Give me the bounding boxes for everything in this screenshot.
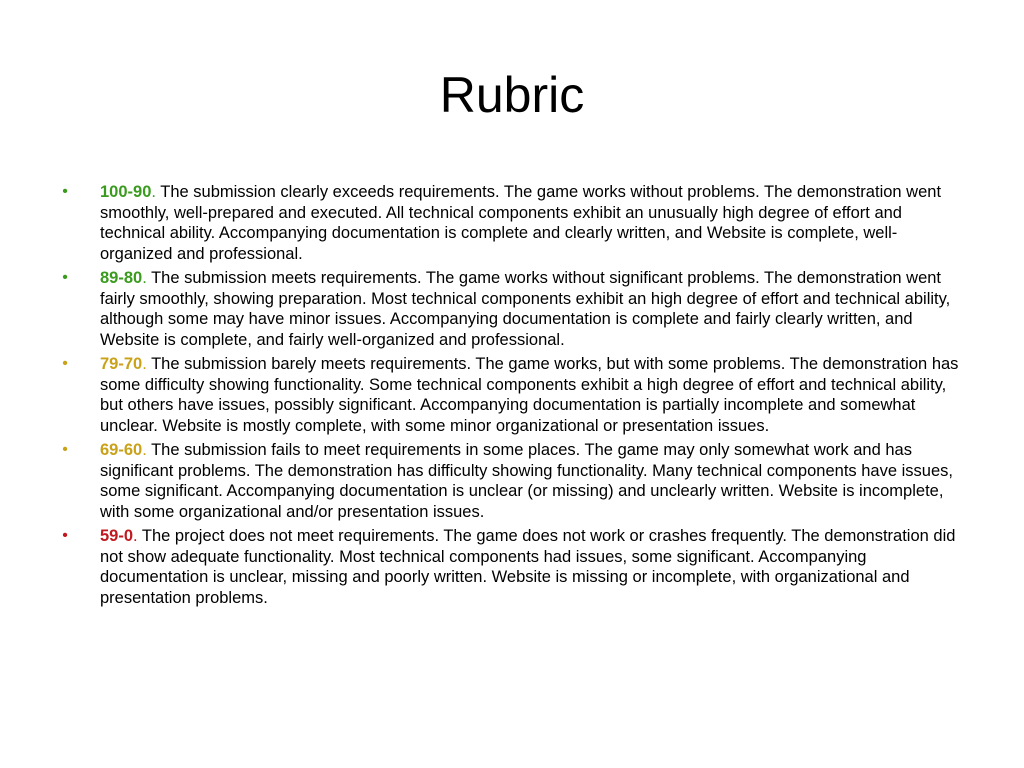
rubric-item-59-0 xyxy=(57,526,967,608)
grade-punct: . xyxy=(142,269,147,287)
grade-description: The project does not meet requirements. The game does not work or crashes frequently. The demonstration did not show adequate functionality. Most technical components had issues, some significant. Accompanying documentation is unclear, missing and poorly written. Website is missing or incomplete, with organizational and presentation problems. xyxy=(100,527,956,607)
grade-description: The submission meets requirements. The game works without significant problems. The demonstration went fairly smoothly, showing preparation. Most technical components exhibit an high degree of effort and technical ability, although some may have minor issues. Accompanying documentation is complete and fairly clearly written, and Website is complete, and fairly well-organized and professional. xyxy=(100,269,951,349)
bullet-icon: • xyxy=(62,441,68,458)
grade-range: 79-70 xyxy=(100,355,143,373)
grade-punct: . xyxy=(142,441,147,459)
bullet-icon: • xyxy=(62,269,68,286)
grade-description: The submission barely meets requirements. The game works, but with some problems. The demonstration has some difficulty showing functionality. Some technical components exhibit a high degree of effort and technical ability, but others have issues, possibly significant. Accompanying documentation is partially incomplete and somewhat unclear. Website is mostly complete, with some minor organizational or presentation issues. xyxy=(100,355,959,435)
grade-punct: . xyxy=(151,183,156,201)
bullet-icon: • xyxy=(62,183,68,200)
rubric-item-79-70 xyxy=(57,354,967,436)
rubric-list xyxy=(57,182,967,612)
grade-punct: . xyxy=(142,355,147,373)
rubric-item-100-90 xyxy=(57,182,967,264)
grade-description: The submission fails to meet requirements in some places. The game may only somewhat work and has significant problems. The demonstration has difficulty showing functionality. Many technical components have issues, some significant. Accompanying documentation is unclear (or missing) and unclearly written. Website is incomplete, with some organizational and/or presentation issues. xyxy=(100,441,953,521)
bullet-icon: • xyxy=(62,527,68,544)
grade-range: 59-0 xyxy=(100,527,134,545)
rubric-item-89-80 xyxy=(57,268,967,350)
slide-title: Rubric xyxy=(439,67,585,123)
rubric-item-69-60 xyxy=(57,440,967,522)
grade-description: The submission clearly exceeds requirements. The game works without problems. The demonstration went smoothly, well-prepared and executed. All technical components exhibit an unusually high degree of effort and technical ability. Accompanying documentation is complete and clearly written, and Website is complete, well-organized and professional. xyxy=(100,183,942,263)
grade-range: 69-60 xyxy=(100,441,143,459)
grade-range: 100-90 xyxy=(100,183,152,201)
grade-range: 89-80 xyxy=(100,269,143,287)
bullet-icon: • xyxy=(62,355,68,372)
grade-punct: . xyxy=(133,527,138,545)
